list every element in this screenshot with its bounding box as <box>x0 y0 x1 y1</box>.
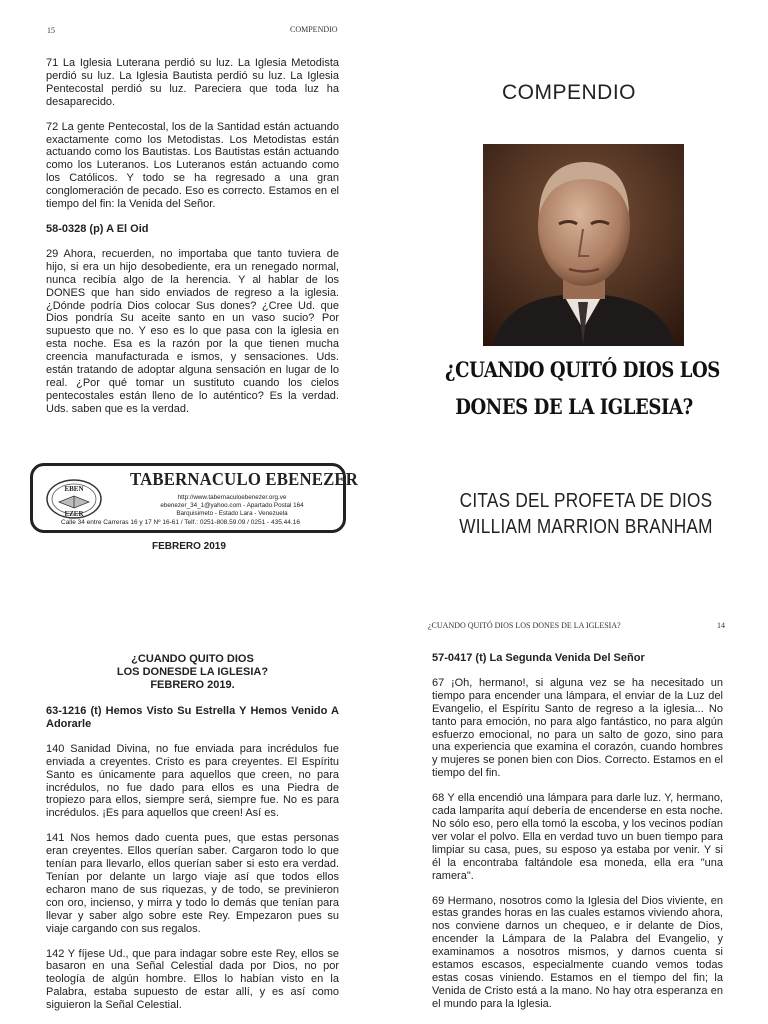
sermon-heading: 63-1216 (t) Hemos Visto Su Estrella Y Hemos Venido A Adorarle <box>46 705 339 730</box>
section-heading-line1: ¿CUANDO QUITO DIOS <box>131 653 254 665</box>
tabernacle-title: TABERNACULO EBENEZER <box>130 469 359 489</box>
city-line: Barquisimeto - Estado Lara - Venezuela <box>176 510 288 517</box>
sermon-heading: 58-0328 (p) A El Oid <box>46 222 149 235</box>
running-header: ¿CUANDO QUITÓ DIOS LOS DONES DE LA IGLESIA? <box>428 621 621 630</box>
cover-subtitle-line1: CITAS DEL PROFETA DE DIOS <box>459 490 713 512</box>
tabernacle-info-box <box>30 463 359 533</box>
page-bottom-left <box>0 600 384 1024</box>
section-heading <box>46 653 339 692</box>
svg-text:EBEN: EBEN <box>64 485 84 493</box>
page-number: 15 <box>47 26 55 35</box>
ebenezer-logo <box>45 478 103 520</box>
paragraph-68: 68 Y ella encendió una lámpara para darle luz. Y, hermano, cada lamparita aquí debería de encenderse en esta noche. No sólo eso, pero ella tomó la escoba, y los vecinos podían ver volar el polvo. Ella en verdad tuvo un buen tiempo para limpiar su casa, pues, su esposo ya estaba por venir. Y si él la encontraba faltándole esa moneda, ella era "una ramera". <box>432 792 723 882</box>
cover-headline-line1: ¿CUANDO QUITÓ DIOS LOS <box>445 357 720 382</box>
email-line: ebenezer_34_1@yahoo.com - Apartado Postal 164 <box>160 502 304 509</box>
paragraph-67: 67 ¡Oh, hermano!, si alguna vez se ha necesitado un tiempo para encender una lámpara, el enviar de la Luz del Evangelio, el Espíritu Santo de regreso a la iglesia... No tanto para emoción, no para algo fantástico, no para algún esfuerzo emocional, no para un salto de gozo, sino para una experiencia que examina el corazón, cuando hombres y mujeres se ponen bien con Dios. Correcto. Estamos en el tiempo del fin. <box>432 676 723 780</box>
cover-page <box>384 0 768 600</box>
paragraph-72: 72 La gente Pentecostal, los de la Santidad están actuando exactamente como los Metodistas. Los Metodistas están actuando como los Bautistas. Los Bautistas están actuando como los Luteranos. Los Luteranos están actuando como los Católicos. Y todo se ha regresado a una gran conglomeración de pecado. Eso es correcto. Estamos en el tiempo del fin: la Venida del Señor. <box>46 120 339 211</box>
paragraph-140: 140 Sanidad Divina, no fue enviada para incrédulos fue enviada a creyentes. Cristo es para creyentes. El Espíritu Santo es únicamente para aquellos que creen, no para incrédulos, no fue dado para ellos es una Piedra de tropiezo para ellos, siempre será, siempre fue. No es para incrédulos. ¡Es para aquellos que creen! Así es. <box>46 742 339 820</box>
page-14 <box>384 600 768 1024</box>
running-header: COMPENDIO <box>290 25 338 34</box>
text-column <box>46 705 339 1024</box>
cover-title: COMPENDIO <box>502 81 637 104</box>
website-url[interactable]: http://www.tabernaculoebenezer.org.ve <box>177 494 287 501</box>
page-15 <box>0 0 384 600</box>
cover-subtitle-line2: WILLIAM MARRION BRANHAM <box>459 516 713 538</box>
paragraph-142: 142 Y fíjese Ud., que para indagar sobre este Rey, ellos se basaron en una Señal Celestial dada por Dios, no por teología de algún hombre. Ellos lo habían visto en la Palabra, estaba supuesto de estar allí, y es así como siguieron la Señal Celestial. <box>46 947 339 1012</box>
portrait-photo <box>483 144 684 346</box>
section-heading-line2: LOS DONESDE LA IGLESIA? <box>116 665 269 678</box>
section-heading-line3: FEBRERO 2019. <box>150 678 235 691</box>
paragraph-29: 29 Ahora, recuerden, no importaba que tanto tuviera de hijo, si era un hijo desobediente, era un renegado normal, nunca recibía algo de la herencia. Y al hablar de los DONES que han sido enviados de regreso a la iglesia. ¿Dónde podría Dios colocar Sus dones? ¿Cree Ud. que Dios pondría Su aceite santo en un vaso sucio? Por supuesto que no. Y eso es lo que pasa con la iglesia en esta noche. Esa es la razón por la que tienen mucha creencia manufacturada e ismos, y sensaciones. Uds. están tratando de adoptar alguna sensación en lugar de lo real. ¿Por qué tomar un sustituto cuando los cielos pentecostales están lleno de lo auténtico? Es la verdad. Uds. saben que es la verdad. <box>46 247 339 415</box>
page-number: 14 <box>717 621 725 630</box>
cover-headline-line2: DONES DE LA IGLESIA? <box>455 394 693 419</box>
paragraph-69: 69 Hermano, nosotros como la Iglesia del Dios viviente, en estas grandes horas en las cuales estamos viviendo ahora, nos conviene darnos un chequeo, e ir delante de Dios, encender la Lámpara de la Palabra del Evangelio, y examinamos a nosotros mismos, y darnos cuenta si estamos escasos, especialmente cuando vemos todas estas cosas viniendo. Estamos en el tiempo del fin; la Venida de Cristo está a la mano. No hay otra esperanza en el mundo para la Iglesia. <box>432 894 723 1010</box>
address-line: Calle 34 entre Carreras 16 y 17 Nº 16-61 / Telf.: 0251-808.59.09 / 0251 - 435.44.16 <box>61 519 300 526</box>
sermon-heading: 57-0417 (t) La Segunda Venida Del Señor <box>432 652 645 664</box>
paragraph-71: 71 La Iglesia Luterana perdió su luz. La Iglesia Metodista perdió su luz. La Iglesia Bautista perdió su luz. La Iglesia Pentecostal perdió su luz. Pareciera que toda luz ha desaparecido. <box>46 57 339 108</box>
paragraph-141: 141 Nos hemos dado cuenta pues, que estas personas eran creyentes. Ellos querían saber. Cargaron todo lo que tenían para llevarlo, ellos querían saber si esto era verdad. Tenían por delante un largo viaje así que todos ellos echaron mano de sus riquezas, y de todo, se previnieron con oro, incienso, y mirra y todo lo demás que tenían para llevar y saber algo sobre este Rey. Empezaron pues su viaje cargando con sus regalos. <box>46 832 339 935</box>
svg-text:EZER: EZER <box>64 510 84 518</box>
text-column <box>46 57 339 428</box>
issue-date: FEBRERO 2019 <box>152 541 226 552</box>
text-column <box>432 652 723 1023</box>
